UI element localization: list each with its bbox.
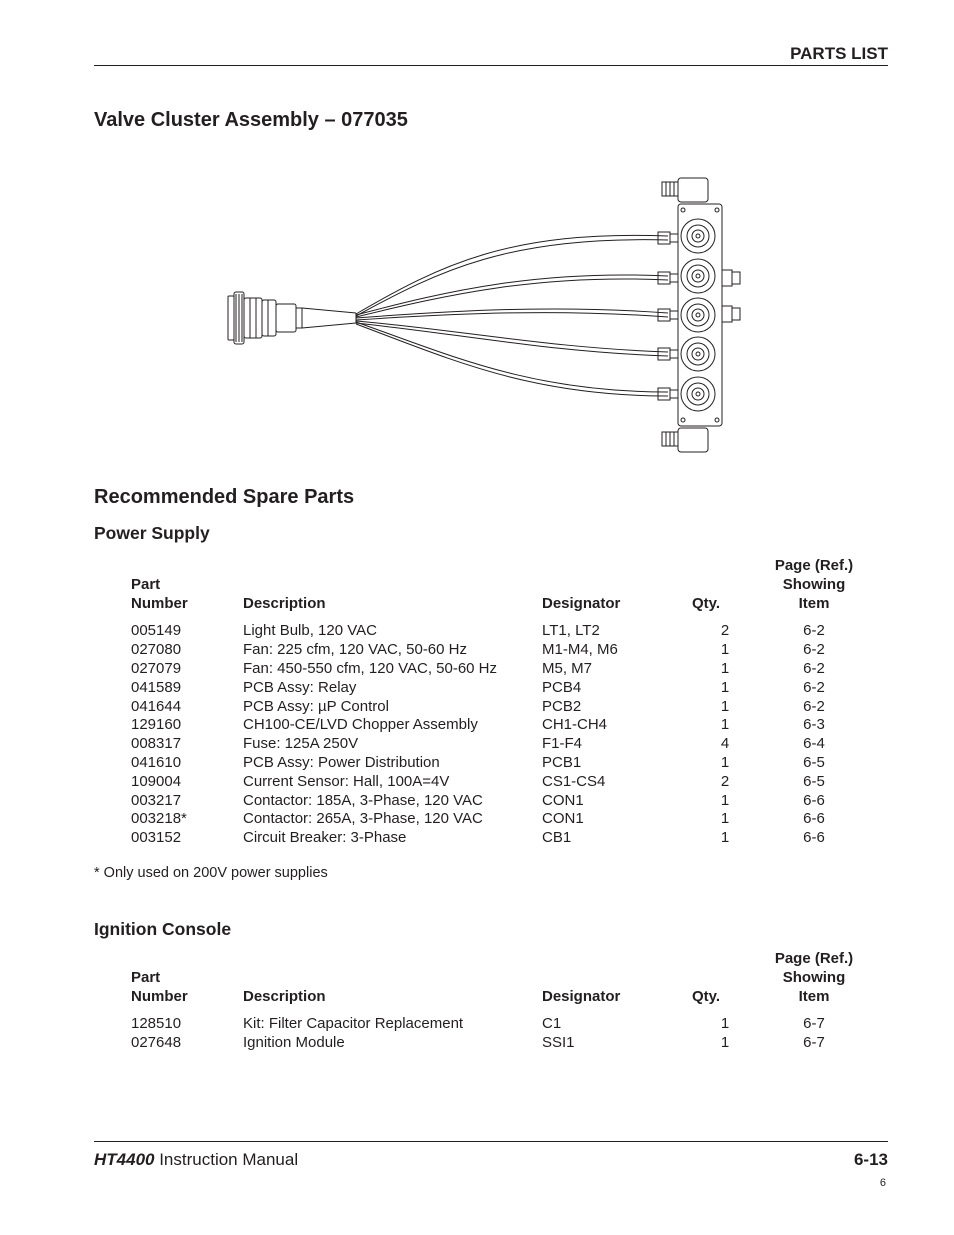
power-supply-title: Power Supply — [94, 523, 210, 543]
quantity-cell: 1 — [720, 829, 730, 847]
page-ref-cell: 6-2 — [803, 641, 825, 659]
page-ref-cell: 6-7 — [803, 1015, 825, 1033]
quantity-cell: 1 — [720, 678, 730, 696]
page-ref-cell: 6-5 — [803, 772, 825, 790]
page-ref-cell: 6-5 — [803, 753, 825, 771]
footer-brand: HT4400 — [94, 1150, 155, 1169]
designator-cell: CB1 — [542, 829, 572, 847]
page-ref-cell: 6-6 — [803, 829, 825, 847]
footer-manual: Instruction Manual — [154, 1150, 299, 1169]
page-ref-cell: 6-4 — [803, 735, 825, 753]
footer-manual-title — [94, 1150, 298, 1170]
table-row — [122, 641, 870, 660]
col-page-line2: Showing — [782, 575, 846, 593]
part-number-cell: 027080 — [131, 641, 182, 659]
ignition-console-table — [122, 950, 870, 1053]
page-ref-cell: 6-2 — [803, 697, 825, 715]
part-number-cell: 041610 — [131, 753, 182, 771]
part-number-cell: 003217 — [131, 791, 182, 809]
section-label: PARTS LIST — [790, 44, 888, 63]
part-number-cell: 003218* — [131, 810, 187, 828]
table-row — [122, 679, 870, 698]
table-row — [122, 792, 870, 811]
designator-cell: CH1-CH4 — [542, 716, 608, 734]
page-index: 6 — [879, 1177, 886, 1189]
quantity-cell: 4 — [720, 735, 730, 753]
table-row — [122, 773, 870, 792]
quantity-cell: 1 — [720, 1034, 730, 1052]
page-number: 6-13 — [853, 1150, 888, 1169]
footer-rule — [94, 1141, 888, 1142]
col-part-line2: Number — [131, 594, 188, 612]
table-row — [122, 829, 870, 848]
description-cell: CH100-CE/LVD Chopper Assembly — [243, 716, 478, 734]
page-ref-cell: 6-6 — [803, 810, 825, 828]
col-page-line3: Item — [798, 987, 830, 1005]
table-row — [122, 754, 870, 773]
designator-cell: LT1, LT2 — [542, 622, 600, 640]
quantity-cell: 1 — [720, 810, 730, 828]
quantity-cell: 2 — [720, 622, 730, 640]
col-part-line1: Part — [131, 968, 161, 986]
table-row — [122, 660, 870, 679]
quantity-cell: 1 — [720, 697, 730, 715]
designator-cell: CON1 — [542, 810, 584, 828]
designator-cell: C1 — [542, 1015, 562, 1033]
page-ref-cell: 6-2 — [803, 659, 825, 677]
part-number-cell: 003152 — [131, 829, 182, 847]
quantity-cell: 1 — [720, 659, 730, 677]
description-cell: Fuse: 125A 250V — [243, 735, 359, 753]
page-ref-cell: 6-7 — [803, 1034, 825, 1052]
col-description: Description — [243, 594, 326, 612]
ignition-console-title: Ignition Console — [94, 919, 232, 939]
col-qty: Qty. — [692, 594, 721, 612]
col-part-line1: Part — [131, 575, 161, 593]
part-number-cell: 027079 — [131, 659, 182, 677]
description-cell: Light Bulb, 120 VAC — [243, 622, 377, 640]
description-cell: Kit: Filter Capacitor Replacement — [243, 1015, 464, 1033]
col-part-line2: Number — [131, 987, 188, 1005]
quantity-cell: 1 — [720, 641, 730, 659]
quantity-cell: 2 — [720, 772, 730, 790]
page-ref-cell: 6-2 — [803, 622, 825, 640]
description-cell: PCB Assy: µP Control — [243, 697, 389, 715]
part-number-cell: 008317 — [131, 735, 182, 753]
quantity-cell: 1 — [720, 791, 730, 809]
description-cell: Circuit Breaker: 3-Phase — [243, 829, 407, 847]
designator-cell: PCB4 — [542, 678, 582, 696]
col-designator: Designator — [542, 987, 621, 1005]
designator-cell: CON1 — [542, 791, 584, 809]
description-cell: Fan: 225 cfm, 120 VAC, 50-60 Hz — [243, 641, 467, 659]
designator-cell: M5, M7 — [542, 659, 593, 677]
col-page-line3: Item — [798, 594, 830, 612]
power-supply-table — [122, 557, 870, 848]
page-ref-cell: 6-2 — [803, 678, 825, 696]
part-number-cell: 027648 — [131, 1034, 182, 1052]
quantity-cell: 1 — [720, 716, 730, 734]
description-cell: Ignition Module — [243, 1034, 345, 1052]
page-ref-cell: 6-6 — [803, 791, 825, 809]
table-row — [122, 1034, 870, 1053]
col-page-line1: Page (Ref.) — [774, 950, 854, 967]
header-rule — [94, 65, 888, 66]
col-designator: Designator — [542, 594, 621, 612]
table-row — [122, 1015, 870, 1034]
designator-cell: CS1-CS4 — [542, 772, 606, 790]
assembly-title: Valve Cluster Assembly – 077035 — [94, 109, 408, 131]
quantity-cell: 1 — [720, 753, 730, 771]
valve-cluster-drawing — [210, 170, 770, 460]
table-row — [122, 698, 870, 717]
part-number-cell: 041644 — [131, 697, 182, 715]
table-row — [122, 735, 870, 754]
designator-cell: PCB2 — [542, 697, 582, 715]
table-row — [122, 716, 870, 735]
designator-cell: PCB1 — [542, 753, 582, 771]
description-cell: Contactor: 185A, 3-Phase, 120 VAC — [243, 791, 483, 809]
designator-cell: SSI1 — [542, 1034, 575, 1052]
description-cell: Fan: 450-550 cfm, 120 VAC, 50-60 Hz — [243, 659, 498, 677]
col-description: Description — [243, 987, 326, 1005]
col-qty: Qty. — [692, 987, 721, 1005]
description-cell: PCB Assy: Relay — [243, 678, 357, 696]
part-number-cell: 109004 — [131, 772, 182, 790]
description-cell: PCB Assy: Power Distribution — [243, 753, 440, 771]
col-page-line2: Showing — [782, 968, 846, 986]
table-row — [122, 622, 870, 641]
part-number-cell: 128510 — [131, 1015, 182, 1033]
col-page-line1: Page (Ref.) — [774, 557, 854, 574]
table-row — [122, 810, 870, 829]
part-number-cell: 005149 — [131, 622, 182, 640]
description-cell: Contactor: 265A, 3-Phase, 120 VAC — [243, 810, 483, 828]
part-number-cell: 041589 — [131, 678, 182, 696]
page-ref-cell: 6-3 — [803, 716, 825, 734]
description-cell: Current Sensor: Hall, 100A=4V — [243, 772, 450, 790]
spares-title: Recommended Spare Parts — [94, 486, 355, 508]
footnote: * Only used on 200V power supplies — [94, 865, 328, 881]
designator-cell: M1-M4, M6 — [542, 641, 618, 659]
designator-cell: F1-F4 — [542, 735, 583, 753]
part-number-cell: 129160 — [131, 716, 182, 734]
quantity-cell: 1 — [720, 1015, 730, 1033]
